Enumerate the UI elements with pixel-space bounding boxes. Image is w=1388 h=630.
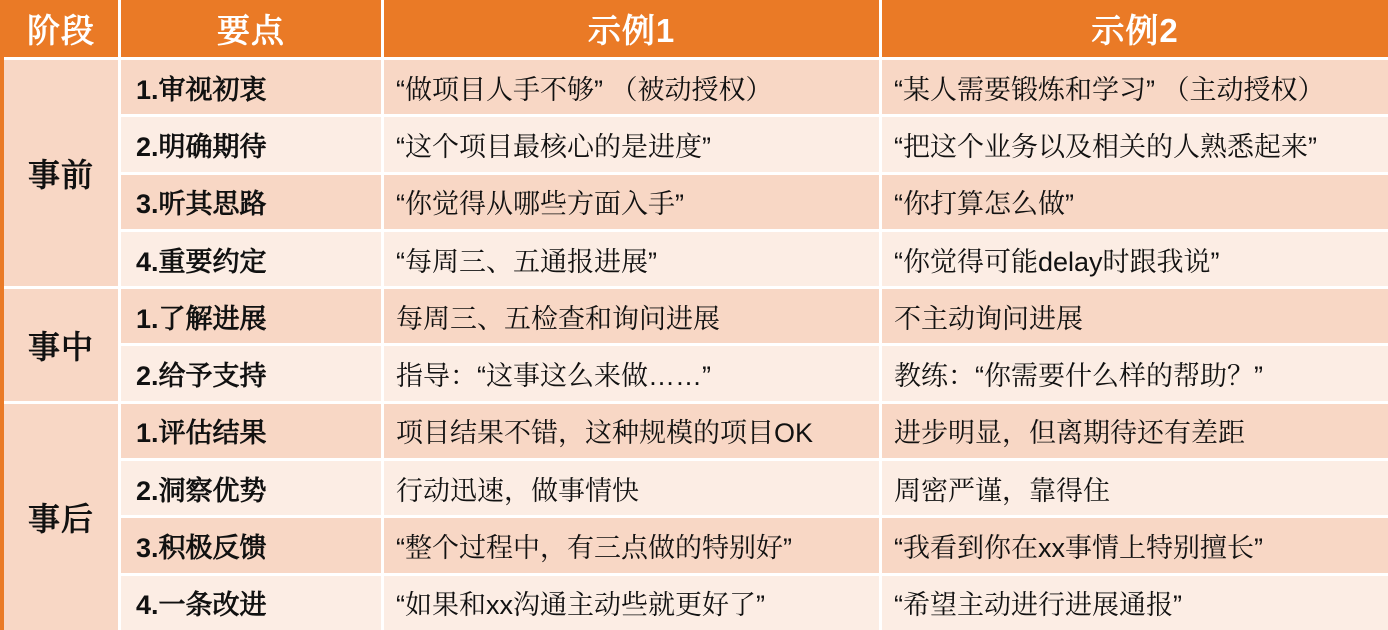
example1-cell: 行动迅速，做事情快 (384, 461, 879, 515)
point-cell: 2.明确期待 (121, 117, 381, 171)
example2-cell: “我看到你在xx事情上特别擅长” (882, 518, 1388, 572)
header-points: 要点 (121, 0, 381, 57)
header-example2: 示例2 (882, 0, 1388, 57)
stage-cell-0: 事前 (4, 60, 118, 286)
example1-cell: “你觉得从哪些方面入手” (384, 175, 879, 229)
header-example1: 示例1 (384, 0, 879, 57)
example1-cell: 项目结果不错，这种规模的项目OK (384, 404, 879, 458)
point-cell: 1.评估结果 (121, 404, 381, 458)
point-cell: 1.审视初衷 (121, 60, 381, 114)
example1-cell: “整个过程中，有三点做的特别好” (384, 518, 879, 572)
example2-cell: “你打算怎么做” (882, 175, 1388, 229)
example2-cell: “某人需要锻炼和学习” （主动授权） (882, 60, 1388, 114)
point-cell: 2.给予支持 (121, 346, 381, 400)
example1-cell: “做项目人手不够” （被动授权） (384, 60, 879, 114)
stage-cell-2: 事后 (4, 404, 118, 630)
header-stage: 阶段 (4, 0, 118, 57)
point-cell: 4.重要约定 (121, 232, 381, 286)
example2-cell: “希望主动进行进展通报” (882, 576, 1388, 630)
example1-cell: 每周三、五检查和询问进展 (384, 289, 879, 343)
example1-cell: 指导：“这事这么来做……” (384, 346, 879, 400)
point-cell: 3.听其思路 (121, 175, 381, 229)
example1-cell: “这个项目最核心的是进度” (384, 117, 879, 171)
example2-cell: “你觉得可能delay时跟我说” (882, 232, 1388, 286)
stage-cell-1: 事中 (4, 289, 118, 401)
example2-cell: 周密严谨，靠得住 (882, 461, 1388, 515)
example1-cell: “如果和xx沟通主动些就更好了” (384, 576, 879, 630)
example2-cell: 教练：“你需要什么样的帮助？” (882, 346, 1388, 400)
point-cell: 3.积极反馈 (121, 518, 381, 572)
point-cell: 4.一条改进 (121, 576, 381, 630)
example2-cell: 进步明显，但离期待还有差距 (882, 404, 1388, 458)
example2-cell: “把这个业务以及相关的人熟悉起来” (882, 117, 1388, 171)
point-cell: 1.了解进展 (121, 289, 381, 343)
point-cell: 2.洞察优势 (121, 461, 381, 515)
example2-cell: 不主动询问进展 (882, 289, 1388, 343)
example1-cell: “每周三、五通报进展” (384, 232, 879, 286)
